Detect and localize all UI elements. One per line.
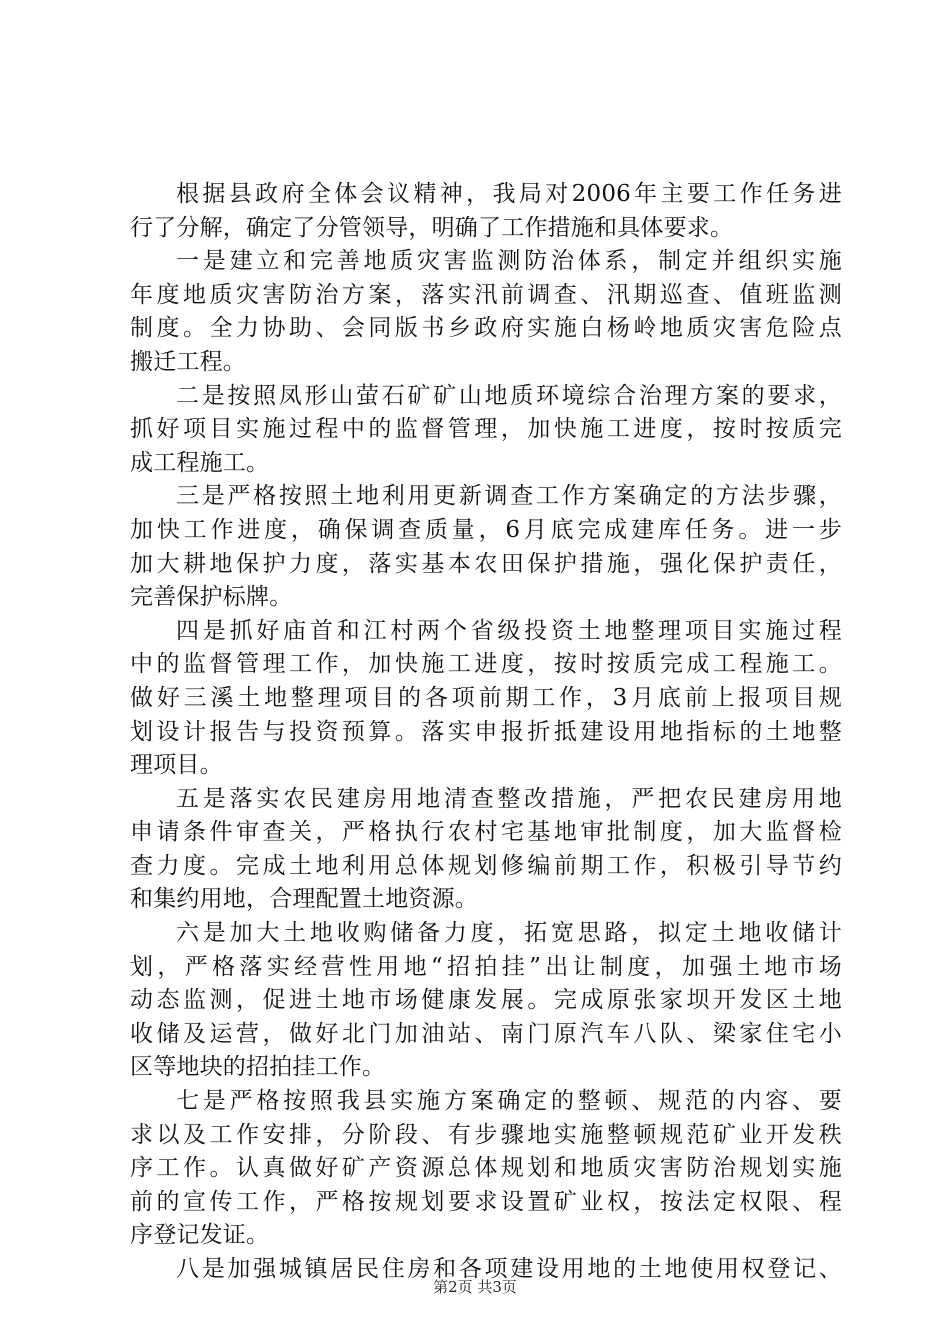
text-line: 划设计报告与投资预算。落实申报折抵建设用地指标的土地整 [130,718,842,745]
text-line: 根据县政府全体会议精神，我局对2006年主要工作任务进 [176,181,842,207]
text-line: 理项目。 [130,752,223,779]
text-line: 搬迁工程。 [130,348,246,375]
text-line: 制度。全力协助、会同版书乡政府实施白杨岭地质灾害危险点 [130,315,842,342]
text-line: 成工程施工。 [130,449,270,476]
text-line: 序登记发证。 [130,1222,270,1249]
text-line: 查力度。完成土地利用总体规划修编前期工作，积极引导节约 [130,852,842,879]
text-line: 五是落实农民建房用地清查整改措施，严把农民建房用地 [176,785,842,812]
text-line: 中的监督管理工作，加快施工进度，按时按质完成工程施工。 [130,651,842,678]
text-line: 加快工作进度，确保调查质量，6月底完成建库任务。进一步 [130,516,842,543]
text-line: 序工作。认真做好矿产资源总体规划和地质灾害防治规划实施 [130,1155,842,1182]
text-line: 七是严格按照我县实施方案确定的整顿、规范的内容、要 [176,1088,842,1115]
text-line: 抓好项目实施过程中的监督管理，加快施工进度，按时按质完 [130,416,842,443]
text-line: 年度地质灾害防治方案，落实汛前调查、汛期巡查、值班监测 [130,281,842,308]
text-line: 收储及运营，做好北门加油站、南门原汽车八队、梁家住宅小 [130,1020,842,1047]
text-line: 八是加强城镇居民住房和各项建设用地的土地使用权登记、 [176,1256,842,1282]
text-line: 动态监测，促进土地市场健康发展。完成原张家坝开发区土地 [130,987,842,1014]
text-line: 三是严格按照土地利用更新调查工作方案确定的方法步骤， [176,483,842,510]
text-line: 四是抓好庙首和江村两个省级投资土地整理项目实施过程 [176,617,842,644]
text-line: 区等地块的招拍挂工作。 [130,1054,386,1081]
text-line: 行了分解，确定了分管领导，明确了工作措施和具体要求。 [130,214,734,241]
text-line: 和集约用地，合理配置土地资源。 [130,886,478,913]
text-line: 做好三溪土地整理项目的各项前期工作，3月底前上报项目规 [130,684,842,711]
text-line: 申请条件审查关，严格执行农村宅基地审批制度，加大监督检 [130,819,842,846]
page-footer: 第2页 共3页 [433,1278,517,1296]
text-line: 前的宣传工作，严格按规划要求设置矿业权，按法定权限、程 [130,1188,842,1215]
text-line: 划，严格落实经营性用地“招拍挂”出让制度，加强土地市场 [130,953,842,980]
document-body [130,178,842,1287]
text-line: 加大耕地保护力度，落实基本农田保护措施，强化保护责任， [130,550,842,577]
text-line: 六是加大土地收购储备力度，拓宽思路，拟定土地收储计 [176,920,842,947]
text-line: 二是按照凤形山萤石矿矿山地质环境综合治理方案的要求， [176,382,842,409]
text-line: 求以及工作安排，分阶段、有步骤地实施整顿规范矿业开发秩 [130,1121,842,1148]
text-line: 一是建立和完善地质灾害监测防治体系，制定并组织实施 [176,248,842,275]
text-line: 完善保护标牌。 [130,584,293,611]
